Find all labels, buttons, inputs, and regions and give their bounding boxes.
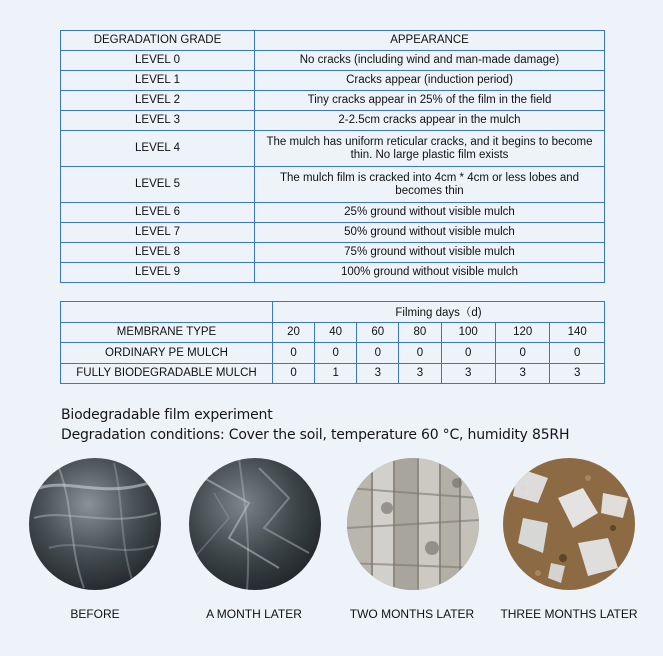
before-label: BEFORE bbox=[70, 607, 120, 621]
grade-cell: LEVEL 3 bbox=[61, 111, 255, 131]
grade-value-cell: 1 bbox=[315, 363, 357, 384]
appearance-cell: 100% ground without visible mulch bbox=[255, 263, 605, 283]
one-month-label: A MONTH LATER bbox=[206, 607, 302, 621]
membrane-type-cell: FULLY BIODEGRADABLE MULCH bbox=[61, 363, 273, 384]
appearance-cell: The mulch film is cracked into 4cm * 4cm or less lobes and becomes thin bbox=[255, 167, 605, 203]
degradation-grade-table bbox=[60, 30, 605, 283]
appearance-cell: 50% ground without visible mulch bbox=[255, 223, 605, 243]
grade-value-cell: 0 bbox=[399, 343, 441, 364]
appearance-cell: Tiny cracks appear in 25% of the film in the field bbox=[255, 91, 605, 111]
appearance-cell: 75% ground without visible mulch bbox=[255, 243, 605, 263]
grade-value-cell: 0 bbox=[273, 363, 315, 384]
grade-cell: LEVEL 0 bbox=[61, 51, 255, 71]
appearance-cell: No cracks (including wind and man-made damage) bbox=[255, 51, 605, 71]
grade-value-cell: 0 bbox=[441, 343, 495, 364]
three-months-photo bbox=[503, 458, 635, 590]
appearance-cell: Cracks appear (induction period) bbox=[255, 71, 605, 91]
grade-cell: LEVEL 4 bbox=[61, 131, 255, 167]
table-row bbox=[61, 71, 605, 91]
two-months-label: TWO MONTHS LATER bbox=[349, 607, 475, 621]
experiment-title: Biodegradable film experiment bbox=[61, 407, 273, 423]
membrane-type-cell: ORDINARY PE MULCH bbox=[61, 343, 273, 364]
day-header: 120 bbox=[495, 322, 549, 343]
grade-cell: LEVEL 9 bbox=[61, 263, 255, 283]
appearance-cell: 25% ground without visible mulch bbox=[255, 203, 605, 223]
grade-cell: LEVEL 1 bbox=[61, 71, 255, 91]
empty-corner-cell bbox=[61, 302, 273, 323]
grade-cell: LEVEL 2 bbox=[61, 91, 255, 111]
table-row bbox=[61, 263, 605, 283]
appearance-cell: The mulch has uniform reticular cracks, and it begins to become thin. No large plastic film exists bbox=[255, 131, 605, 167]
appearance-column-header: APPEARANCE bbox=[255, 31, 605, 51]
table-row bbox=[61, 91, 605, 111]
one-month-photo bbox=[189, 458, 321, 590]
grade-cell: LEVEL 5 bbox=[61, 167, 255, 203]
table-header-row bbox=[61, 31, 605, 51]
grade-cell: LEVEL 7 bbox=[61, 223, 255, 243]
days-header-row bbox=[61, 322, 605, 343]
group-header-row bbox=[61, 302, 605, 323]
grade-cell: LEVEL 6 bbox=[61, 203, 255, 223]
three-months-label: THREE MONTHS LATER bbox=[500, 607, 638, 621]
grade-value-cell: 3 bbox=[550, 363, 605, 384]
membrane-type-header: MEMBRANE TYPE bbox=[61, 322, 273, 343]
grade-value-cell: 3 bbox=[399, 363, 441, 384]
table-row bbox=[61, 51, 605, 71]
two-months-photo bbox=[347, 458, 479, 590]
grade-value-cell: 0 bbox=[357, 343, 399, 364]
table-row bbox=[61, 167, 605, 203]
grade-column-header: DEGRADATION GRADE bbox=[61, 31, 255, 51]
day-header: 60 bbox=[357, 322, 399, 343]
table-row bbox=[61, 343, 605, 364]
grade-value-cell: 3 bbox=[441, 363, 495, 384]
filming-days-header: Filming days（d) bbox=[273, 302, 605, 323]
table-row bbox=[61, 131, 605, 167]
day-header: 20 bbox=[273, 322, 315, 343]
table-row bbox=[61, 111, 605, 131]
grade-value-cell: 3 bbox=[357, 363, 399, 384]
grade-value-cell: 3 bbox=[495, 363, 549, 384]
grade-value-cell: 0 bbox=[315, 343, 357, 364]
day-header: 100 bbox=[441, 322, 495, 343]
grade-value-cell: 0 bbox=[495, 343, 549, 364]
day-header: 80 bbox=[399, 322, 441, 343]
day-header: 40 bbox=[315, 322, 357, 343]
table-row bbox=[61, 243, 605, 263]
before-photo bbox=[29, 458, 161, 590]
table-row bbox=[61, 203, 605, 223]
degradation-conditions: Degradation conditions: Cover the soil, temperature 60 °C, humidity 85RH bbox=[61, 427, 570, 443]
grade-value-cell: 0 bbox=[273, 343, 315, 364]
table-row bbox=[61, 363, 605, 384]
day-header: 140 bbox=[550, 322, 605, 343]
table-row bbox=[61, 223, 605, 243]
appearance-cell: 2-2.5cm cracks appear in the mulch bbox=[255, 111, 605, 131]
grade-value-cell: 0 bbox=[550, 343, 605, 364]
grade-cell: LEVEL 8 bbox=[61, 243, 255, 263]
filming-days-table bbox=[60, 301, 605, 384]
